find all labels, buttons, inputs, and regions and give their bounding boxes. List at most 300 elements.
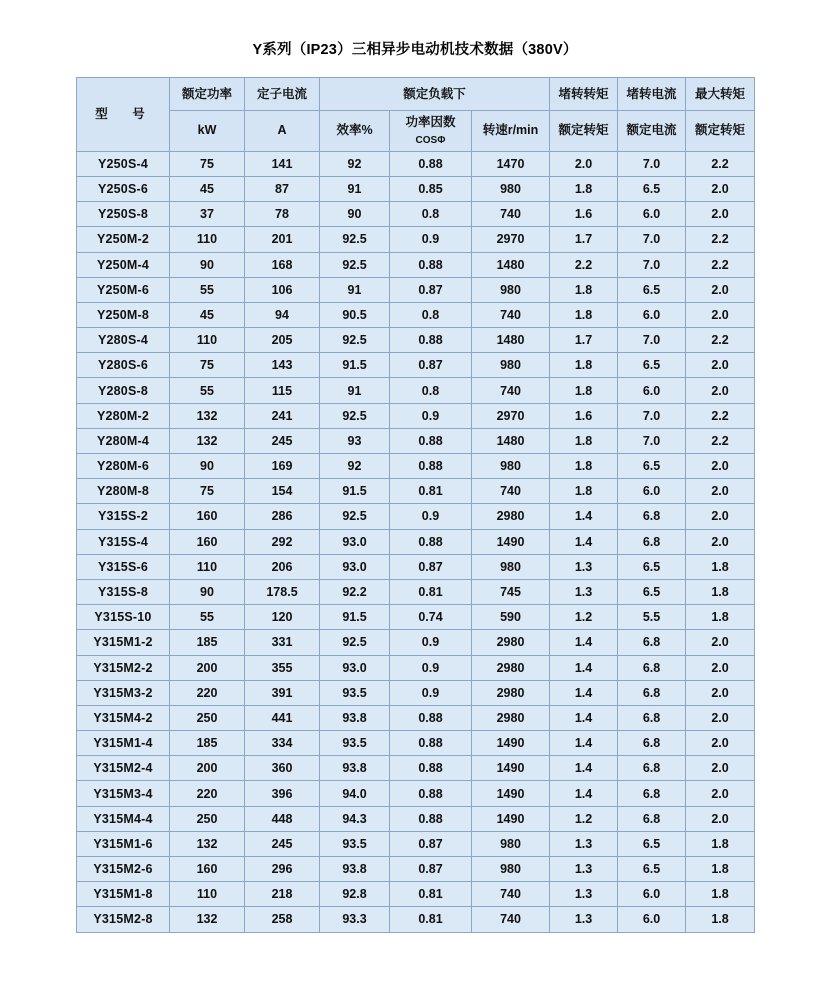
cell-locked-torque-ratio: 1.4 bbox=[550, 781, 618, 806]
cell-stator-current: 178.5 bbox=[245, 579, 320, 604]
cell-efficiency: 94.3 bbox=[320, 806, 390, 831]
cell-stator-current: 106 bbox=[245, 277, 320, 302]
cell-max-torque-ratio: 2.0 bbox=[686, 504, 755, 529]
cell-locked-torque-ratio: 1.3 bbox=[550, 882, 618, 907]
cell-model: Y315S-8 bbox=[77, 579, 170, 604]
table-row bbox=[77, 554, 755, 579]
cell-locked-torque-ratio: 1.4 bbox=[550, 630, 618, 655]
cell-efficiency: 90.5 bbox=[320, 302, 390, 327]
cell-kw: 132 bbox=[170, 907, 245, 932]
table-row bbox=[77, 605, 755, 630]
cell-power-factor: 0.88 bbox=[390, 252, 472, 277]
cell-stator-current: 245 bbox=[245, 831, 320, 856]
cell-power-factor: 0.9 bbox=[390, 630, 472, 655]
cell-stator-current: 205 bbox=[245, 328, 320, 353]
cell-model: Y315M2-2 bbox=[77, 655, 170, 680]
cell-stator-current: 258 bbox=[245, 907, 320, 932]
cell-stator-current: 218 bbox=[245, 882, 320, 907]
cell-speed: 1480 bbox=[472, 328, 550, 353]
table-row bbox=[77, 857, 755, 882]
cell-power-factor: 0.81 bbox=[390, 479, 472, 504]
table-row bbox=[77, 579, 755, 604]
cell-speed: 2980 bbox=[472, 630, 550, 655]
table-row bbox=[77, 403, 755, 428]
cell-locked-current-ratio: 6.0 bbox=[618, 302, 686, 327]
cell-power-factor: 0.87 bbox=[390, 554, 472, 579]
cell-model: Y280M-2 bbox=[77, 403, 170, 428]
cell-kw: 75 bbox=[170, 353, 245, 378]
cell-locked-current-ratio: 6.5 bbox=[618, 831, 686, 856]
cell-max-torque-ratio: 2.0 bbox=[686, 353, 755, 378]
cell-locked-torque-ratio: 1.4 bbox=[550, 731, 618, 756]
cell-stator-current: 331 bbox=[245, 630, 320, 655]
cell-efficiency: 90 bbox=[320, 202, 390, 227]
cell-power-factor: 0.87 bbox=[390, 831, 472, 856]
cell-model: Y315M1-6 bbox=[77, 831, 170, 856]
cell-stator-current: 169 bbox=[245, 454, 320, 479]
cell-locked-current-ratio: 6.8 bbox=[618, 806, 686, 831]
cell-power-factor: 0.88 bbox=[390, 529, 472, 554]
cell-power-factor: 0.9 bbox=[390, 227, 472, 252]
header-locked-torque-top: 堵转转矩 bbox=[550, 78, 618, 111]
cell-max-torque-ratio: 1.8 bbox=[686, 831, 755, 856]
cell-kw: 45 bbox=[170, 302, 245, 327]
cell-locked-torque-ratio: 1.8 bbox=[550, 378, 618, 403]
cell-locked-current-ratio: 7.0 bbox=[618, 252, 686, 277]
cell-stator-current: 441 bbox=[245, 705, 320, 730]
cell-speed: 980 bbox=[472, 554, 550, 579]
cell-stator-current: 141 bbox=[245, 151, 320, 176]
cell-speed: 740 bbox=[472, 882, 550, 907]
table-row bbox=[77, 176, 755, 201]
cell-max-torque-ratio: 1.8 bbox=[686, 554, 755, 579]
cell-locked-torque-ratio: 1.3 bbox=[550, 907, 618, 932]
cell-speed: 980 bbox=[472, 176, 550, 201]
cell-stator-current: 334 bbox=[245, 731, 320, 756]
cell-model: Y315M2-4 bbox=[77, 756, 170, 781]
cell-model: Y280M-4 bbox=[77, 428, 170, 453]
table-row bbox=[77, 479, 755, 504]
cell-locked-current-ratio: 7.0 bbox=[618, 428, 686, 453]
table-row bbox=[77, 302, 755, 327]
cell-kw: 160 bbox=[170, 857, 245, 882]
cell-power-factor: 0.88 bbox=[390, 328, 472, 353]
cell-model: Y280S-4 bbox=[77, 328, 170, 353]
cell-kw: 132 bbox=[170, 831, 245, 856]
table-row bbox=[77, 806, 755, 831]
cell-speed: 2980 bbox=[472, 705, 550, 730]
cell-locked-torque-ratio: 1.8 bbox=[550, 479, 618, 504]
cell-locked-current-ratio: 6.8 bbox=[618, 630, 686, 655]
header-locked-current-top: 堵转电流 bbox=[618, 78, 686, 111]
cell-efficiency: 92.5 bbox=[320, 630, 390, 655]
cell-stator-current: 360 bbox=[245, 756, 320, 781]
header-stator-current-unit: A bbox=[245, 111, 320, 152]
cell-kw: 250 bbox=[170, 806, 245, 831]
cell-efficiency: 92 bbox=[320, 151, 390, 176]
header-model: 型 号 bbox=[77, 78, 170, 152]
cell-locked-torque-ratio: 1.4 bbox=[550, 655, 618, 680]
cell-model: Y315M3-4 bbox=[77, 781, 170, 806]
cell-kw: 37 bbox=[170, 202, 245, 227]
cell-locked-torque-ratio: 1.2 bbox=[550, 605, 618, 630]
header-power-factor-symbol: COSΦ bbox=[415, 134, 446, 146]
header-locked-current-bottom: 额定电流 bbox=[618, 111, 686, 152]
cell-kw: 90 bbox=[170, 252, 245, 277]
spec-table-container bbox=[0, 77, 830, 933]
cell-efficiency: 92.5 bbox=[320, 227, 390, 252]
cell-kw: 250 bbox=[170, 705, 245, 730]
cell-max-torque-ratio: 2.2 bbox=[686, 403, 755, 428]
page-title: Y系列（IP23）三相异步电动机技术数据（380V） bbox=[252, 42, 578, 58]
cell-efficiency: 93.5 bbox=[320, 831, 390, 856]
cell-model: Y315M4-2 bbox=[77, 705, 170, 730]
cell-locked-current-ratio: 5.5 bbox=[618, 605, 686, 630]
cell-kw: 75 bbox=[170, 151, 245, 176]
table-row bbox=[77, 227, 755, 252]
cell-speed: 740 bbox=[472, 378, 550, 403]
cell-speed: 2970 bbox=[472, 227, 550, 252]
cell-locked-torque-ratio: 1.4 bbox=[550, 705, 618, 730]
cell-max-torque-ratio: 2.0 bbox=[686, 756, 755, 781]
cell-model: Y315S-10 bbox=[77, 605, 170, 630]
cell-kw: 160 bbox=[170, 529, 245, 554]
cell-max-torque-ratio: 2.0 bbox=[686, 529, 755, 554]
cell-efficiency: 92 bbox=[320, 454, 390, 479]
cell-locked-torque-ratio: 1.8 bbox=[550, 428, 618, 453]
cell-kw: 55 bbox=[170, 605, 245, 630]
cell-speed: 745 bbox=[472, 579, 550, 604]
cell-locked-torque-ratio: 1.8 bbox=[550, 176, 618, 201]
cell-stator-current: 201 bbox=[245, 227, 320, 252]
cell-stator-current: 448 bbox=[245, 806, 320, 831]
cell-speed: 1490 bbox=[472, 756, 550, 781]
cell-model: Y250M-4 bbox=[77, 252, 170, 277]
cell-model: Y250M-8 bbox=[77, 302, 170, 327]
cell-model: Y315S-4 bbox=[77, 529, 170, 554]
cell-stator-current: 115 bbox=[245, 378, 320, 403]
cell-max-torque-ratio: 1.8 bbox=[686, 857, 755, 882]
cell-model: Y250M-6 bbox=[77, 277, 170, 302]
cell-power-factor: 0.81 bbox=[390, 579, 472, 604]
table-row bbox=[77, 882, 755, 907]
cell-efficiency: 92.5 bbox=[320, 504, 390, 529]
cell-locked-torque-ratio: 1.3 bbox=[550, 857, 618, 882]
cell-efficiency: 91 bbox=[320, 277, 390, 302]
cell-stator-current: 286 bbox=[245, 504, 320, 529]
cell-locked-torque-ratio: 1.7 bbox=[550, 227, 618, 252]
cell-kw: 200 bbox=[170, 655, 245, 680]
cell-power-factor: 0.88 bbox=[390, 151, 472, 176]
header-row-bottom bbox=[77, 111, 755, 152]
cell-model: Y280S-6 bbox=[77, 353, 170, 378]
cell-speed: 2980 bbox=[472, 655, 550, 680]
cell-speed: 1470 bbox=[472, 151, 550, 176]
cell-power-factor: 0.81 bbox=[390, 882, 472, 907]
cell-locked-current-ratio: 6.8 bbox=[618, 781, 686, 806]
table-row bbox=[77, 781, 755, 806]
cell-power-factor: 0.88 bbox=[390, 705, 472, 730]
cell-power-factor: 0.87 bbox=[390, 353, 472, 378]
cell-speed: 590 bbox=[472, 605, 550, 630]
cell-power-factor: 0.87 bbox=[390, 277, 472, 302]
cell-speed: 980 bbox=[472, 857, 550, 882]
table-row bbox=[77, 655, 755, 680]
cell-locked-torque-ratio: 1.3 bbox=[550, 554, 618, 579]
cell-efficiency: 92.5 bbox=[320, 403, 390, 428]
header-max-torque-bottom: 额定转矩 bbox=[686, 111, 755, 152]
cell-locked-torque-ratio: 2.2 bbox=[550, 252, 618, 277]
table-row bbox=[77, 630, 755, 655]
header-stator-current: 定子电流 bbox=[245, 78, 320, 111]
cell-max-torque-ratio: 2.0 bbox=[686, 705, 755, 730]
cell-power-factor: 0.88 bbox=[390, 806, 472, 831]
cell-locked-current-ratio: 6.8 bbox=[618, 504, 686, 529]
header-rated-power: 额定功率 bbox=[170, 78, 245, 111]
header-power-factor bbox=[390, 111, 472, 152]
cell-kw: 55 bbox=[170, 277, 245, 302]
cell-model: Y280M-8 bbox=[77, 479, 170, 504]
cell-max-torque-ratio: 2.0 bbox=[686, 302, 755, 327]
table-row bbox=[77, 378, 755, 403]
cell-kw: 90 bbox=[170, 579, 245, 604]
cell-kw: 55 bbox=[170, 378, 245, 403]
cell-speed: 2970 bbox=[472, 403, 550, 428]
header-max-torque-top: 最大转矩 bbox=[686, 78, 755, 111]
cell-kw: 132 bbox=[170, 428, 245, 453]
cell-power-factor: 0.9 bbox=[390, 403, 472, 428]
cell-max-torque-ratio: 1.8 bbox=[686, 605, 755, 630]
cell-power-factor: 0.85 bbox=[390, 176, 472, 201]
table-row bbox=[77, 731, 755, 756]
table-row bbox=[77, 504, 755, 529]
cell-model: Y250S-6 bbox=[77, 176, 170, 201]
cell-stator-current: 292 bbox=[245, 529, 320, 554]
cell-max-torque-ratio: 1.8 bbox=[686, 882, 755, 907]
header-row-top bbox=[77, 78, 755, 111]
cell-speed: 740 bbox=[472, 302, 550, 327]
table-row bbox=[77, 353, 755, 378]
cell-locked-torque-ratio: 1.7 bbox=[550, 328, 618, 353]
cell-speed: 1490 bbox=[472, 781, 550, 806]
cell-speed: 2980 bbox=[472, 504, 550, 529]
header-power-factor-label: 功率因数 bbox=[405, 115, 456, 129]
cell-max-torque-ratio: 2.0 bbox=[686, 202, 755, 227]
cell-locked-current-ratio: 7.0 bbox=[618, 328, 686, 353]
cell-kw: 110 bbox=[170, 554, 245, 579]
cell-locked-current-ratio: 6.5 bbox=[618, 857, 686, 882]
table-row bbox=[77, 680, 755, 705]
cell-efficiency: 91 bbox=[320, 176, 390, 201]
cell-locked-current-ratio: 6.0 bbox=[618, 882, 686, 907]
cell-max-torque-ratio: 2.0 bbox=[686, 806, 755, 831]
cell-power-factor: 0.87 bbox=[390, 857, 472, 882]
table-row bbox=[77, 202, 755, 227]
cell-locked-current-ratio: 7.0 bbox=[618, 403, 686, 428]
cell-model: Y280S-8 bbox=[77, 378, 170, 403]
cell-locked-current-ratio: 6.8 bbox=[618, 680, 686, 705]
cell-model: Y250S-8 bbox=[77, 202, 170, 227]
cell-max-torque-ratio: 2.0 bbox=[686, 731, 755, 756]
cell-power-factor: 0.88 bbox=[390, 731, 472, 756]
cell-power-factor: 0.88 bbox=[390, 454, 472, 479]
cell-efficiency: 92.2 bbox=[320, 579, 390, 604]
cell-locked-torque-ratio: 1.4 bbox=[550, 504, 618, 529]
cell-speed: 980 bbox=[472, 277, 550, 302]
cell-max-torque-ratio: 2.0 bbox=[686, 378, 755, 403]
cell-locked-current-ratio: 6.5 bbox=[618, 554, 686, 579]
cell-speed: 740 bbox=[472, 907, 550, 932]
cell-kw: 185 bbox=[170, 630, 245, 655]
cell-locked-torque-ratio: 1.3 bbox=[550, 831, 618, 856]
cell-kw: 200 bbox=[170, 756, 245, 781]
cell-max-torque-ratio: 2.0 bbox=[686, 680, 755, 705]
cell-efficiency: 93.3 bbox=[320, 907, 390, 932]
cell-stator-current: 168 bbox=[245, 252, 320, 277]
cell-locked-current-ratio: 6.8 bbox=[618, 756, 686, 781]
cell-locked-torque-ratio: 1.8 bbox=[550, 302, 618, 327]
cell-locked-current-ratio: 6.5 bbox=[618, 454, 686, 479]
cell-stator-current: 143 bbox=[245, 353, 320, 378]
table-body bbox=[77, 151, 755, 932]
cell-locked-current-ratio: 6.0 bbox=[618, 378, 686, 403]
cell-max-torque-ratio: 2.2 bbox=[686, 151, 755, 176]
cell-kw: 220 bbox=[170, 781, 245, 806]
cell-locked-current-ratio: 6.5 bbox=[618, 277, 686, 302]
cell-efficiency: 92.5 bbox=[320, 328, 390, 353]
cell-kw: 185 bbox=[170, 731, 245, 756]
cell-locked-current-ratio: 7.0 bbox=[618, 227, 686, 252]
header-efficiency: 效率% bbox=[320, 111, 390, 152]
cell-speed: 980 bbox=[472, 831, 550, 856]
cell-max-torque-ratio: 2.0 bbox=[686, 176, 755, 201]
cell-locked-current-ratio: 6.5 bbox=[618, 176, 686, 201]
cell-kw: 45 bbox=[170, 176, 245, 201]
cell-locked-current-ratio: 6.5 bbox=[618, 353, 686, 378]
cell-model: Y315M4-4 bbox=[77, 806, 170, 831]
cell-efficiency: 91.5 bbox=[320, 353, 390, 378]
cell-stator-current: 87 bbox=[245, 176, 320, 201]
cell-kw: 160 bbox=[170, 504, 245, 529]
cell-locked-torque-ratio: 1.8 bbox=[550, 277, 618, 302]
cell-max-torque-ratio: 2.0 bbox=[686, 277, 755, 302]
table-header bbox=[77, 78, 755, 152]
cell-speed: 740 bbox=[472, 479, 550, 504]
cell-model: Y250M-2 bbox=[77, 227, 170, 252]
cell-max-torque-ratio: 2.0 bbox=[686, 454, 755, 479]
cell-power-factor: 0.9 bbox=[390, 655, 472, 680]
cell-locked-current-ratio: 6.5 bbox=[618, 579, 686, 604]
motor-spec-table bbox=[76, 77, 755, 933]
table-row bbox=[77, 252, 755, 277]
cell-locked-current-ratio: 6.0 bbox=[618, 202, 686, 227]
cell-locked-torque-ratio: 1.6 bbox=[550, 403, 618, 428]
cell-locked-torque-ratio: 1.4 bbox=[550, 529, 618, 554]
cell-efficiency: 93.5 bbox=[320, 731, 390, 756]
cell-kw: 220 bbox=[170, 680, 245, 705]
cell-max-torque-ratio: 1.8 bbox=[686, 579, 755, 604]
cell-speed: 1480 bbox=[472, 252, 550, 277]
cell-model: Y315M3-2 bbox=[77, 680, 170, 705]
header-speed: 转速r/min bbox=[472, 111, 550, 152]
cell-efficiency: 93.0 bbox=[320, 554, 390, 579]
cell-speed: 1490 bbox=[472, 731, 550, 756]
cell-stator-current: 78 bbox=[245, 202, 320, 227]
cell-speed: 1490 bbox=[472, 529, 550, 554]
cell-efficiency: 94.0 bbox=[320, 781, 390, 806]
cell-max-torque-ratio: 2.2 bbox=[686, 252, 755, 277]
cell-max-torque-ratio: 2.0 bbox=[686, 479, 755, 504]
cell-model: Y280M-6 bbox=[77, 454, 170, 479]
cell-model: Y315S-6 bbox=[77, 554, 170, 579]
table-row bbox=[77, 428, 755, 453]
cell-locked-torque-ratio: 1.8 bbox=[550, 353, 618, 378]
cell-locked-current-ratio: 6.0 bbox=[618, 907, 686, 932]
cell-stator-current: 154 bbox=[245, 479, 320, 504]
cell-efficiency: 93.5 bbox=[320, 680, 390, 705]
cell-max-torque-ratio: 2.0 bbox=[686, 630, 755, 655]
cell-locked-torque-ratio: 1.4 bbox=[550, 680, 618, 705]
cell-locked-current-ratio: 6.8 bbox=[618, 655, 686, 680]
cell-kw: 110 bbox=[170, 227, 245, 252]
cell-max-torque-ratio: 1.8 bbox=[686, 907, 755, 932]
cell-max-torque-ratio: 2.2 bbox=[686, 227, 755, 252]
cell-kw: 110 bbox=[170, 328, 245, 353]
cell-stator-current: 296 bbox=[245, 857, 320, 882]
cell-power-factor: 0.81 bbox=[390, 907, 472, 932]
cell-max-torque-ratio: 2.2 bbox=[686, 428, 755, 453]
cell-power-factor: 0.88 bbox=[390, 781, 472, 806]
cell-locked-torque-ratio: 1.4 bbox=[550, 756, 618, 781]
cell-locked-torque-ratio: 1.2 bbox=[550, 806, 618, 831]
table-row bbox=[77, 907, 755, 932]
cell-locked-current-ratio: 6.0 bbox=[618, 479, 686, 504]
header-rated-power-unit: kW bbox=[170, 111, 245, 152]
table-row bbox=[77, 756, 755, 781]
cell-stator-current: 120 bbox=[245, 605, 320, 630]
cell-efficiency: 93.0 bbox=[320, 529, 390, 554]
cell-stator-current: 396 bbox=[245, 781, 320, 806]
cell-model: Y315M1-8 bbox=[77, 882, 170, 907]
cell-speed: 2980 bbox=[472, 680, 550, 705]
cell-efficiency: 91 bbox=[320, 378, 390, 403]
cell-locked-current-ratio: 6.8 bbox=[618, 529, 686, 554]
cell-locked-current-ratio: 6.8 bbox=[618, 705, 686, 730]
cell-max-torque-ratio: 2.2 bbox=[686, 328, 755, 353]
cell-model: Y315M2-8 bbox=[77, 907, 170, 932]
cell-power-factor: 0.9 bbox=[390, 504, 472, 529]
cell-efficiency: 93.8 bbox=[320, 857, 390, 882]
cell-efficiency: 92.5 bbox=[320, 252, 390, 277]
cell-model: Y315S-2 bbox=[77, 504, 170, 529]
cell-power-factor: 0.88 bbox=[390, 756, 472, 781]
cell-speed: 1480 bbox=[472, 428, 550, 453]
table-row bbox=[77, 705, 755, 730]
cell-power-factor: 0.8 bbox=[390, 202, 472, 227]
cell-kw: 90 bbox=[170, 454, 245, 479]
cell-kw: 132 bbox=[170, 403, 245, 428]
cell-locked-torque-ratio: 1.8 bbox=[550, 454, 618, 479]
table-row bbox=[77, 529, 755, 554]
table-row bbox=[77, 454, 755, 479]
cell-efficiency: 93.8 bbox=[320, 756, 390, 781]
cell-power-factor: 0.88 bbox=[390, 428, 472, 453]
header-locked-torque-bottom: 额定转矩 bbox=[550, 111, 618, 152]
cell-locked-torque-ratio: 1.3 bbox=[550, 579, 618, 604]
cell-max-torque-ratio: 2.0 bbox=[686, 781, 755, 806]
cell-model: Y250S-4 bbox=[77, 151, 170, 176]
cell-speed: 980 bbox=[472, 353, 550, 378]
